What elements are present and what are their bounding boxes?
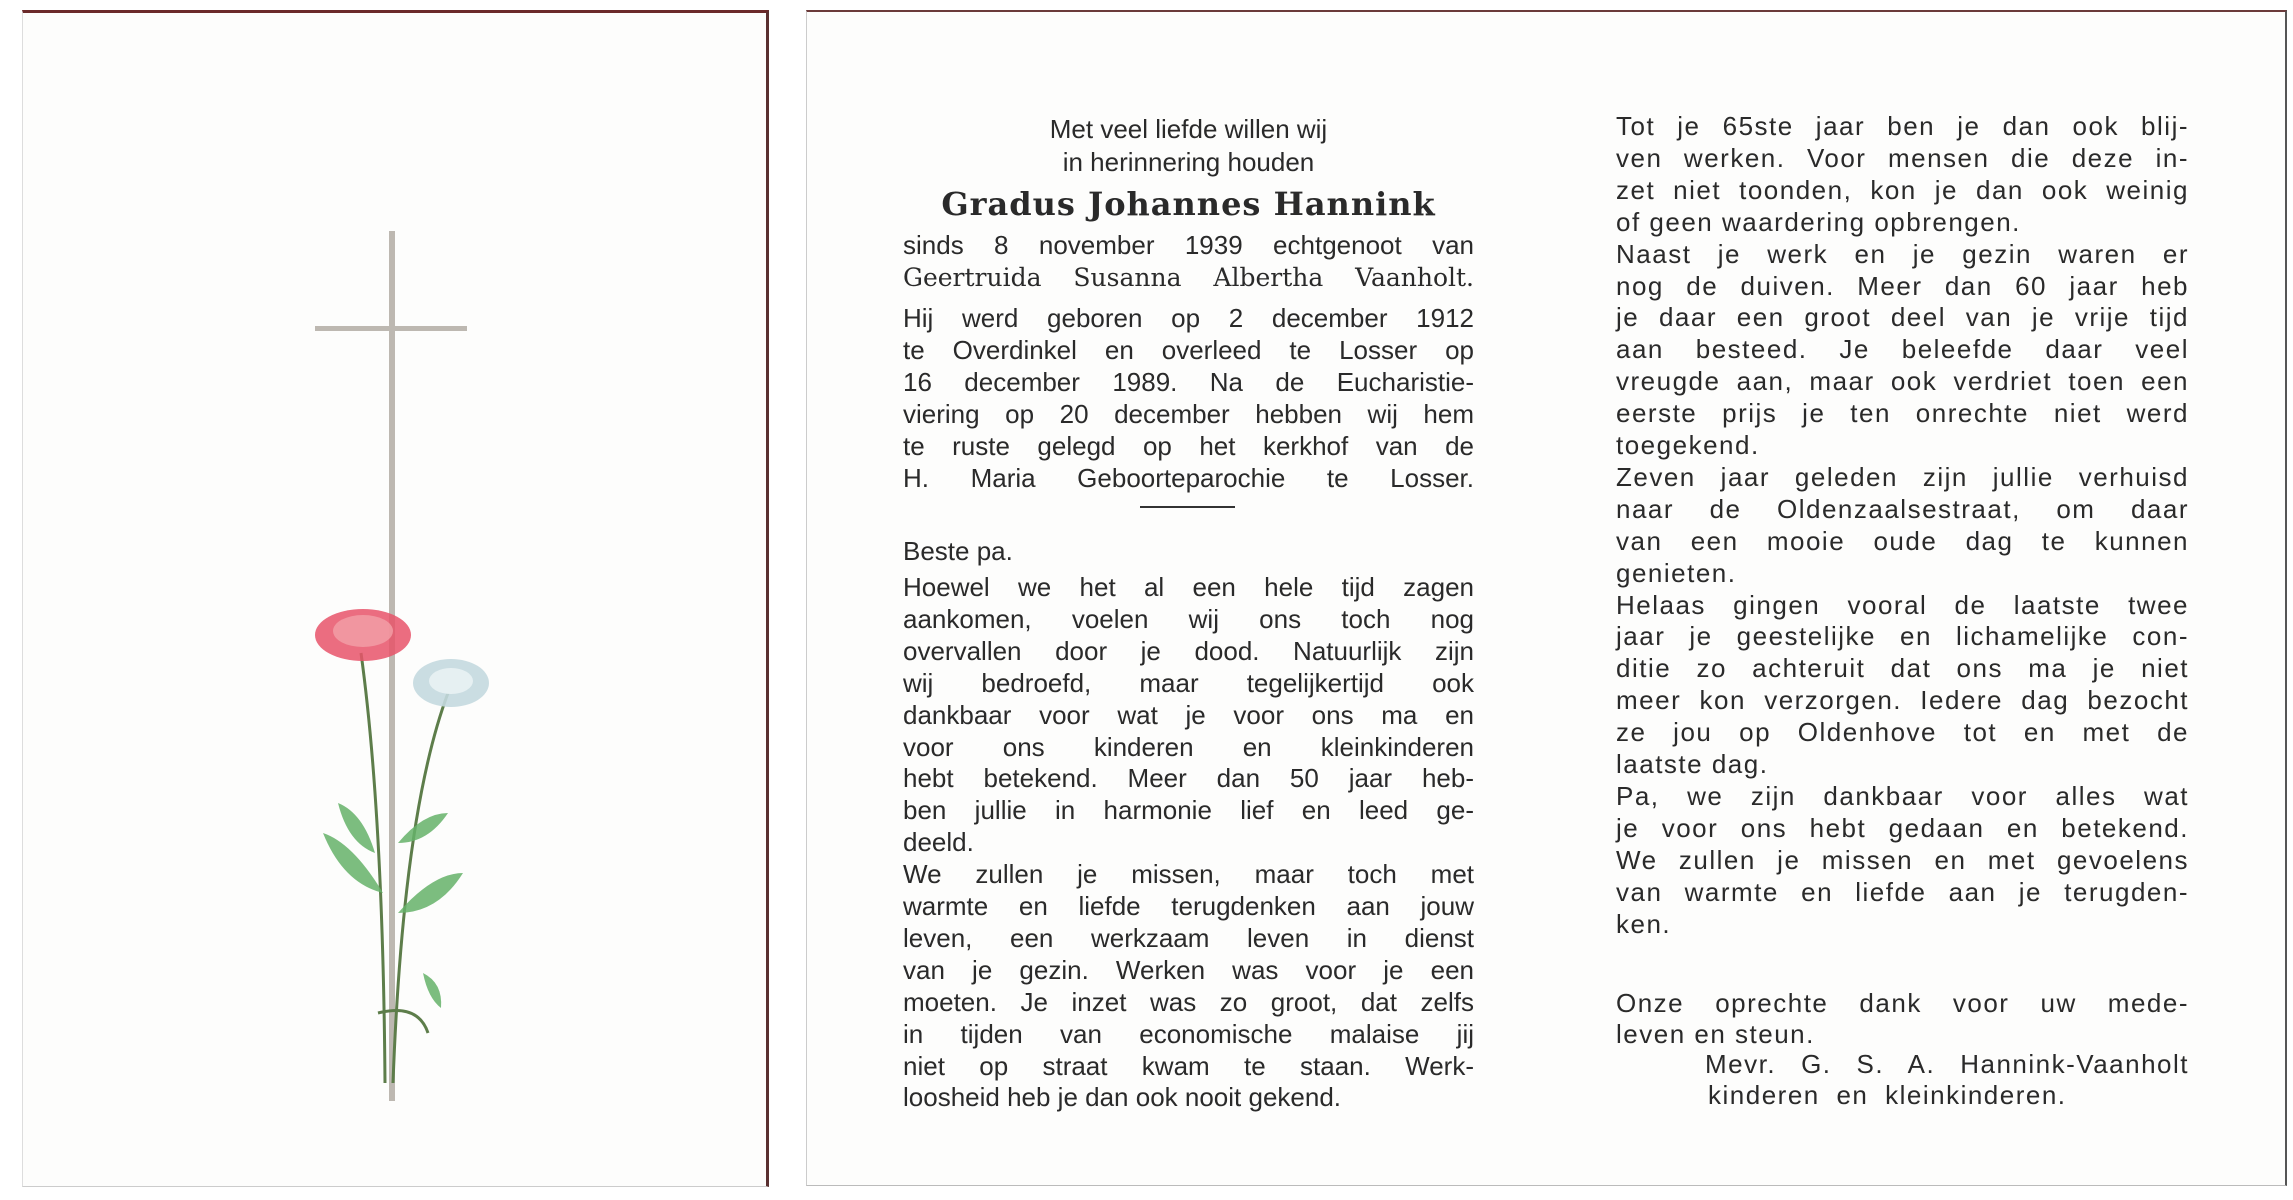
bio-line: H. Maria Geboorteparochie te Losser.	[903, 463, 1474, 493]
family-line: kinderen en kleinkinderen.	[1708, 1080, 2067, 1110]
letter-line: voor ons kinderen en kleinkinderen	[903, 731, 1474, 762]
letter-line: van je gezin. Werken was voor je een	[903, 954, 1474, 985]
letter-line: aankomen, voelen wij ons toch nog	[903, 603, 1474, 634]
letter-line: Hoewel we het al een hele tijd zagen	[903, 572, 1474, 602]
letter-line: je daar een groot deel van je vrije tijd	[1616, 302, 2189, 333]
letter-line: jaar je geestelijke en lichamelijke con-	[1616, 621, 2189, 652]
letter-line: We zullen je missen en met gevoelens	[1616, 844, 2189, 875]
letter-line: laatste dag.	[1616, 749, 1769, 779]
signature: Mevr. G. S. A. Hannink-Vaanholt	[1705, 1049, 2189, 1079]
letter-line: dankbaar voor wat je voor ons ma en	[903, 699, 1474, 730]
letter-line: wij bedroefd, maar tegelijkertijd ook	[903, 667, 1474, 698]
intro-line-2: in herinnering houden	[1062, 147, 1315, 177]
thanks-line-1: Onze oprechte dank voor uw mede-	[1616, 988, 2189, 1018]
letter-line: loosheid heb je dan ook nooit gekend.	[903, 1082, 1342, 1113]
letter-line: We zullen je missen, maar toch met	[903, 859, 1474, 890]
letter-line: van een mooie oude dag te kunnen	[1616, 525, 2189, 556]
thanks-line-2: leven en steun.	[1616, 1019, 1815, 1049]
letter-line: ditie zo achteruit dat ons ma je niet	[1616, 653, 2189, 684]
letter-line: leven, een werkzaam leven in dienst	[903, 922, 1474, 953]
spouse-line: sinds 8 november 1939 echtgenoot van	[903, 230, 1474, 260]
letter-line: toegekend.	[1616, 430, 1760, 460]
letter-line: Helaas gingen vooral de laatste twee	[1616, 589, 2189, 620]
bio-line: Hij werd geboren op 2 december 1912	[903, 303, 1474, 333]
letter-line: eerste prijs je ten onrechte niet werd	[1616, 398, 2189, 429]
letter-line: zet niet toonden, kon je dan ook weinig	[1616, 174, 2189, 205]
front-card	[22, 10, 769, 1187]
letter-line: vreugde aan, maar ook verdriet toen een	[1616, 366, 2189, 397]
letter-line: je voor ons hebt gedaan en betekend.	[1616, 812, 2189, 843]
bio-line: te ruste gelegd op het kerkhof van de	[903, 431, 1474, 461]
bio-line: 16 december 1989. Na de Eucharistie-	[903, 367, 1474, 397]
cross-with-flowers-illustration	[23, 13, 766, 1186]
letter-line: niet op straat kwam te staan. Werk-	[903, 1050, 1474, 1081]
intro-line-1: Met veel liefde willen wij	[1049, 114, 1328, 144]
letter-line: of geen waardering opbrengen.	[1616, 206, 2021, 237]
divider	[1140, 506, 1235, 508]
letter-line: aan besteed. Je beleefde daar veel	[1616, 334, 2189, 365]
letter-line: naar de Oldenzaalsestraat, om daar	[1616, 493, 2189, 524]
stems	[361, 653, 448, 1083]
letter-line: Pa, we zijn dankbaar voor alles wat	[1616, 780, 2189, 811]
letter-line: Naast je werk en je gezin waren er	[1616, 238, 2189, 269]
letter-line: nog de duiven. Meer dan 60 jaar heb	[1616, 270, 2189, 301]
blue-flower-icon	[413, 659, 489, 707]
letter-line: genieten.	[1616, 557, 1737, 588]
spouse-name: Geertruida Susanna Albertha Vaanholt.	[903, 263, 1474, 292]
letter-line: overvallen door je dood. Natuurlijk zijn	[903, 635, 1474, 666]
letter-line: ze jou op Oldenhove tot en met de	[1616, 717, 2189, 748]
letter-line: in tijden van economische malaise jij	[903, 1018, 1474, 1049]
letter-line: Tot je 65ste jaar ben je dan ook blij-	[1616, 111, 2189, 141]
pink-flower-icon	[315, 609, 411, 661]
letter-line: Zeven jaar geleden zijn jullie verhuisd	[1616, 461, 2189, 492]
letter-line: moeten. Je inzet was zo groot, dat zelfs	[903, 986, 1474, 1017]
deceased-name: Gradus Johannes Hannink	[941, 185, 1436, 223]
letter-line: van warmte en liefde aan je terugden-	[1616, 876, 2189, 907]
letter-line: meer kon verzorgen. Iedere dag bezocht	[1616, 685, 2189, 716]
letter-line: ven werken. Voor mensen die deze in-	[1616, 142, 2189, 173]
bio-line: viering op 20 december hebben wij hem	[903, 399, 1474, 429]
letter-line: ben jullie in harmonie lief en leed ge-	[903, 795, 1474, 826]
greeting: Beste pa.	[903, 536, 1013, 566]
letter-line: warmte en liefde terugdenken aan jouw	[903, 891, 1474, 921]
letter-line: ken.	[1616, 908, 1672, 939]
letter-line: deeld.	[903, 827, 974, 858]
letter-line: hebt betekend. Meer dan 50 jaar heb-	[903, 763, 1474, 794]
bio-line: te Overdinkel en overleed te Losser op	[903, 335, 1474, 365]
